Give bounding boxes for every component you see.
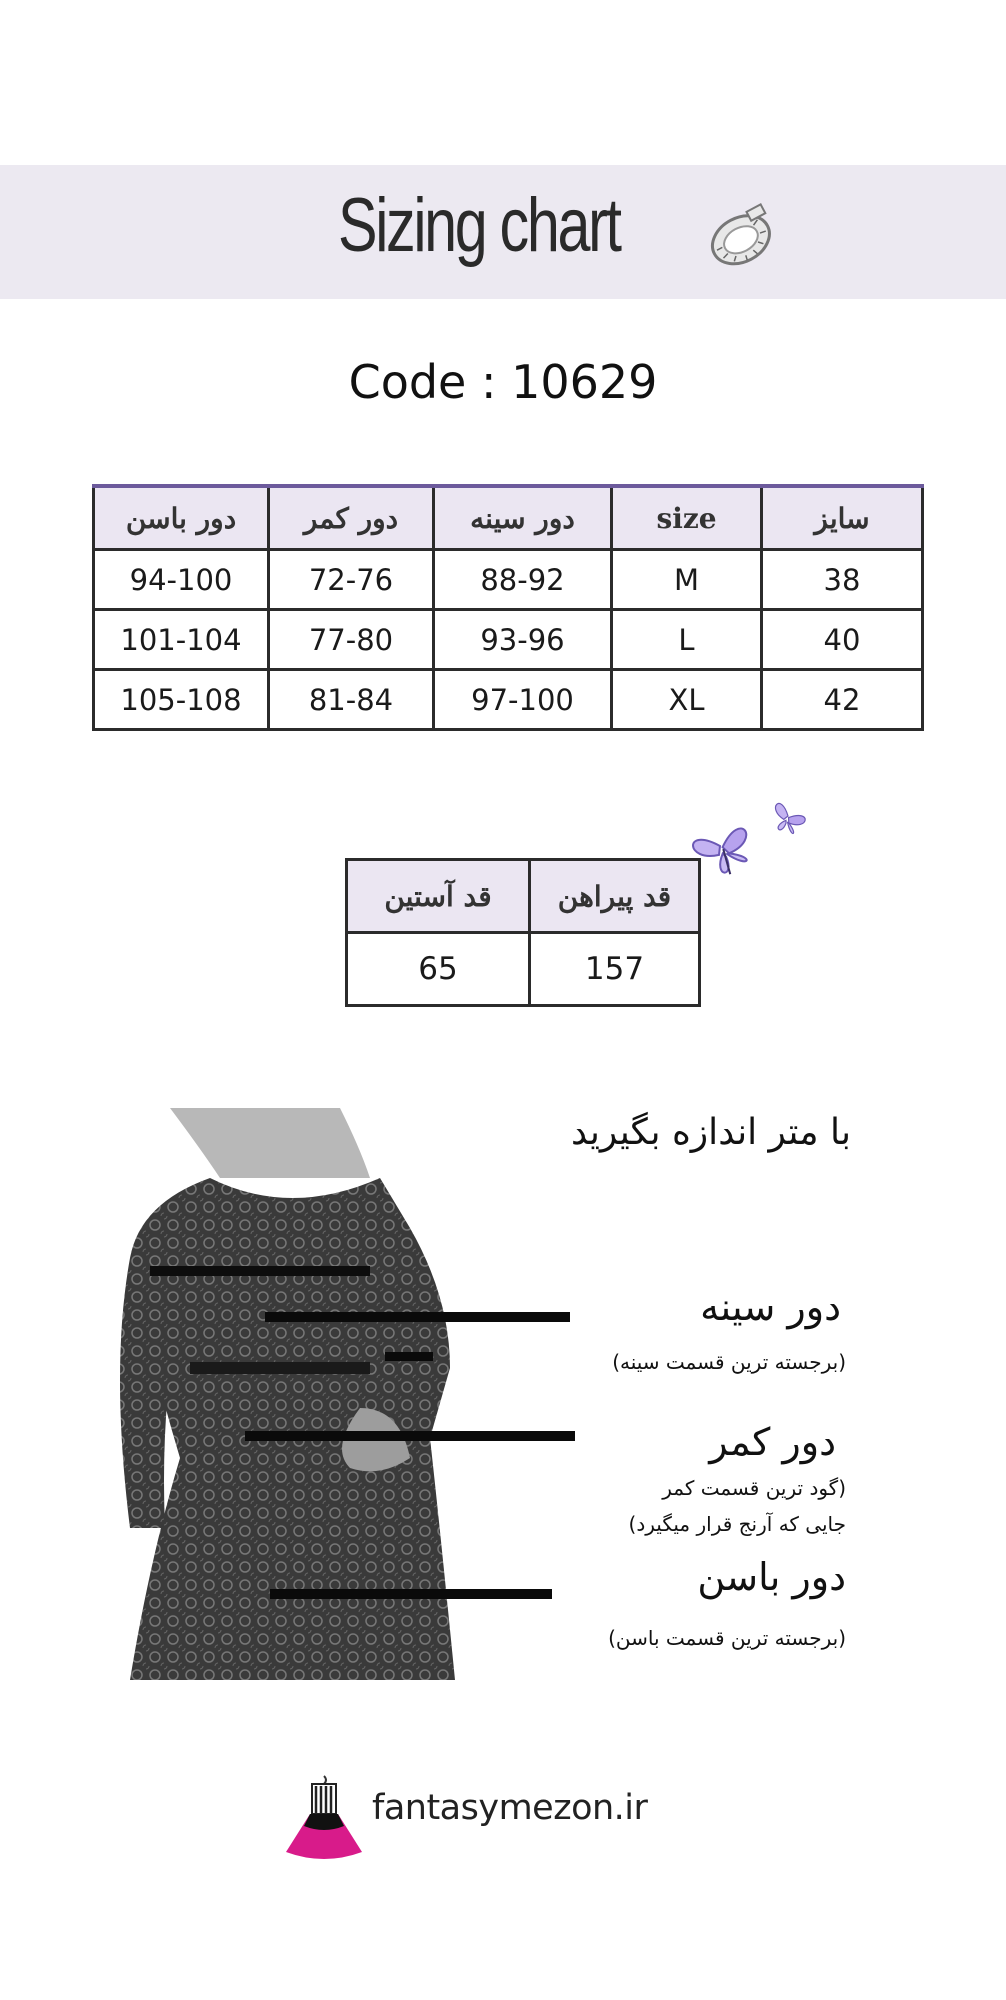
size-letter-cell: L	[612, 610, 762, 670]
sleeve-length-cell: 65	[347, 933, 530, 1006]
waist-cell: 77-80	[269, 610, 434, 670]
length-table-header-row	[347, 860, 700, 933]
table-row	[94, 610, 923, 670]
bust-cell: 93-96	[434, 610, 612, 670]
bust-tick	[385, 1352, 433, 1361]
bust-label: دور سینه	[700, 1285, 841, 1329]
header-size-fa: سایز	[762, 486, 923, 550]
size-number-cell: 40	[762, 610, 923, 670]
length-table	[345, 858, 701, 1007]
size-table-header-row	[94, 486, 923, 550]
size-number-cell: 38	[762, 550, 923, 610]
waist-cell: 72-76	[269, 550, 434, 610]
butterfly-icon	[680, 788, 820, 898]
hip-cell: 94-100	[94, 550, 269, 610]
header-size-en: size	[612, 486, 762, 550]
table-row	[94, 550, 923, 610]
hip-note: (برجسته ترین قسمت باسن)	[608, 1626, 846, 1650]
hip-cell: 105-108	[94, 670, 269, 730]
bust-cell: 97-100	[434, 670, 612, 730]
header-dress-length: قد پیراهن	[530, 860, 700, 933]
product-code: Code : 10629	[348, 355, 658, 409]
size-number-cell: 42	[762, 670, 923, 730]
size-letter-cell: M	[612, 550, 762, 610]
bust-cell: 88-92	[434, 550, 612, 610]
waist-note-line-1: (گود ترین قسمت کمر	[662, 1476, 846, 1500]
table-row	[347, 933, 700, 1006]
measure-instruction: با متر اندازه بگیرید	[570, 1112, 851, 1153]
measuring-tape-icon	[700, 198, 780, 278]
website-link[interactable]: fantasymezon.ir	[372, 1788, 648, 1828]
dress-logo-icon	[282, 1774, 366, 1864]
header-waist: دور کمر	[269, 486, 434, 550]
table-row	[94, 670, 923, 730]
size-letter-cell: XL	[612, 670, 762, 730]
size-table	[92, 484, 924, 731]
waist-note-line-2: جایی که آرنج قرار میگیرد)	[628, 1512, 846, 1536]
page-title: Sizing chart	[338, 183, 620, 268]
waist-label: دور کمر	[709, 1420, 836, 1464]
header-hip: دور باسن	[94, 486, 269, 550]
waist-cell: 81-84	[269, 670, 434, 730]
hip-line	[270, 1589, 552, 1599]
bust-line	[265, 1312, 570, 1322]
dress-length-cell: 157	[530, 933, 700, 1006]
waist-line	[245, 1431, 575, 1441]
hip-cell: 101-104	[94, 610, 269, 670]
header-sleeve-length: قد آستین	[347, 860, 530, 933]
header-bust: دور سینه	[434, 486, 612, 550]
bust-note: (برجسته ترین قسمت سینه)	[612, 1350, 846, 1374]
hip-label: دور باسن	[697, 1555, 846, 1599]
